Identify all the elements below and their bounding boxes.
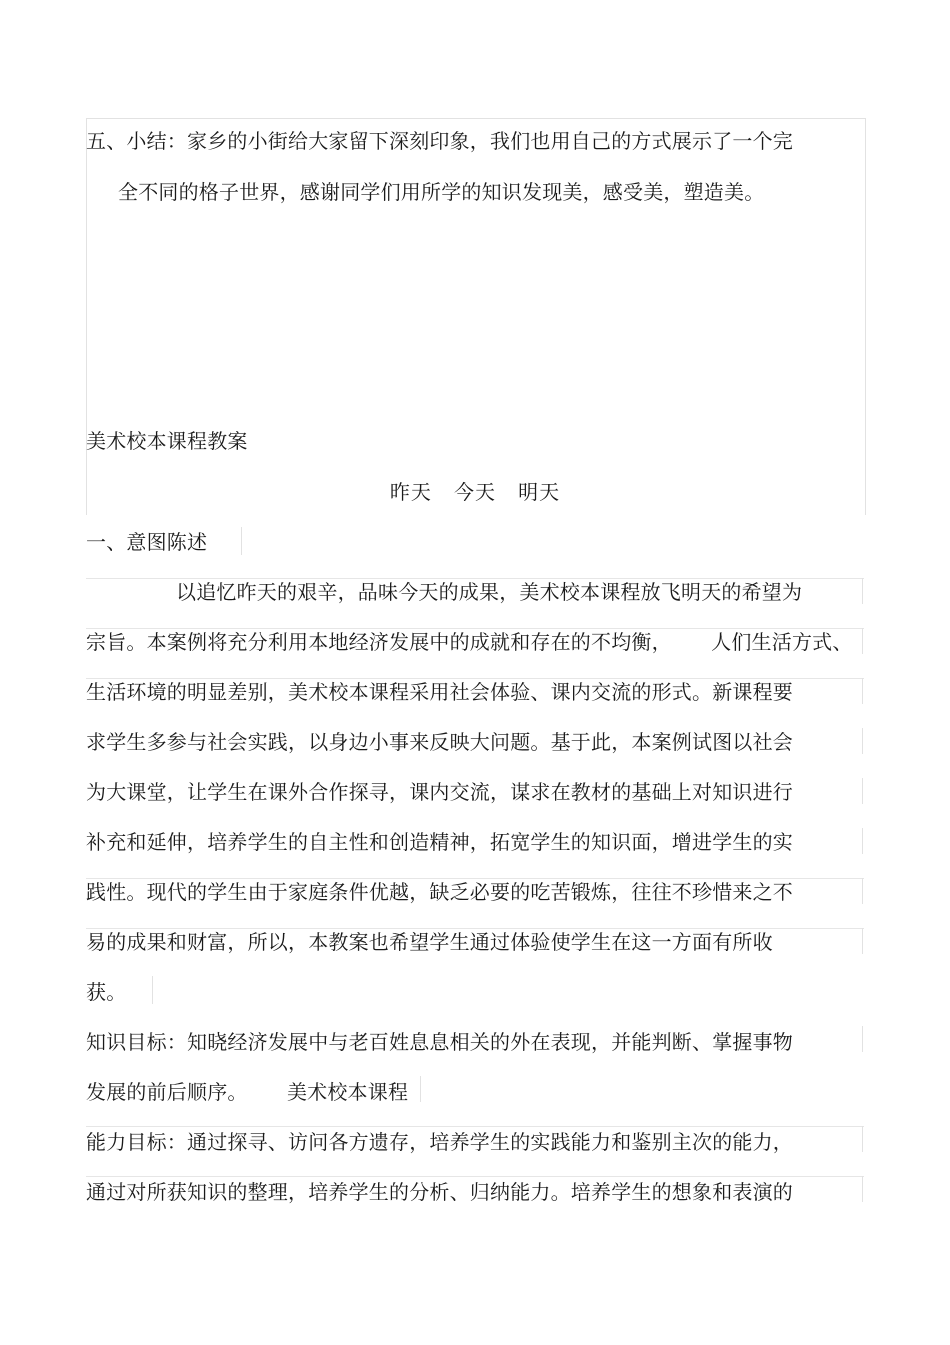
doc-subtitle: 昨天 今天 明天 xyxy=(389,480,561,504)
paragraph-line: 易的成果和财富，所以，本教案也希望学生通过体验使学生在这一方面有所收 xyxy=(86,930,773,954)
paragraph-line: 求学生多参与社会实践，以身边小事来反映大问题。基于此，本案例试图以社会 xyxy=(86,730,793,754)
cell-border xyxy=(241,527,242,555)
paragraph-line: 践性。现代的学生由于家庭条件优越，缺乏必要的吃苦锻炼，往往不珍惜来之不 xyxy=(86,880,793,904)
ability-goal-line-2: 通过对所获知识的整理，培养学生的分析、归纳能力。培养学生的想象和表演的 xyxy=(86,1180,793,1204)
cell-border xyxy=(862,728,863,754)
paragraph-line: 生活环境的明显差别，美术校本课程采用社会体验、课内交流的形式。新课程要 xyxy=(86,680,793,704)
knowledge-goal-line-2: 发展的前后顺序。 美术校本课程 xyxy=(86,1080,409,1104)
paragraph-line: 获。 xyxy=(86,980,127,1004)
cell-border xyxy=(420,1076,421,1102)
ability-goal-line-1: 能力目标：通过探寻、访问各方遗存，培养学生的实践能力和鉴别主次的能力， xyxy=(86,1130,793,1154)
summary-line-1: 五、小结：家乡的小街给大家留下深刻印象，我们也用自己的方式展示了一个完 xyxy=(86,129,793,153)
cell-border xyxy=(862,628,863,654)
paragraph-line: 为大课堂，让学生在课外合作探寻，课内交流，谋求在教材的基础上对知识进行 xyxy=(86,780,793,804)
cell-border xyxy=(862,828,863,854)
cell-border xyxy=(862,928,863,954)
paragraph-line: 宗旨。本案例将充分利用本地经济发展中的成就和存在的不均衡， 人们生活方式、 xyxy=(86,630,853,654)
paragraph-line: 以追忆昨天的艰辛，品味今天的成果，美术校本课程放飞明天的希望为 xyxy=(176,580,803,604)
cell-border xyxy=(862,878,863,904)
cell-border xyxy=(862,1126,863,1152)
cell-border xyxy=(862,1026,863,1052)
doc-title: 美术校本课程教案 xyxy=(86,429,248,453)
summary-line-2: 全不同的格子世界，感谢同学们用所学的知识发现美，感受美，塑造美。 xyxy=(118,180,765,204)
cell-border xyxy=(862,778,863,804)
cell-border xyxy=(862,1176,863,1202)
cell-border xyxy=(152,976,153,1004)
cell-border xyxy=(862,578,863,604)
knowledge-goal-line-1: 知识目标：知晓经济发展中与老百姓息息相关的外在表现，并能判断、掌握事物 xyxy=(86,1030,793,1054)
cell-border xyxy=(86,1126,864,1127)
cell-border xyxy=(862,678,863,704)
paragraph-line: 补充和延伸，培养学生的自主性和创造精神，拓宽学生的知识面，增进学生的实 xyxy=(86,830,793,854)
cell-border xyxy=(86,1176,864,1177)
section-heading: 一、意图陈述 xyxy=(86,530,208,554)
